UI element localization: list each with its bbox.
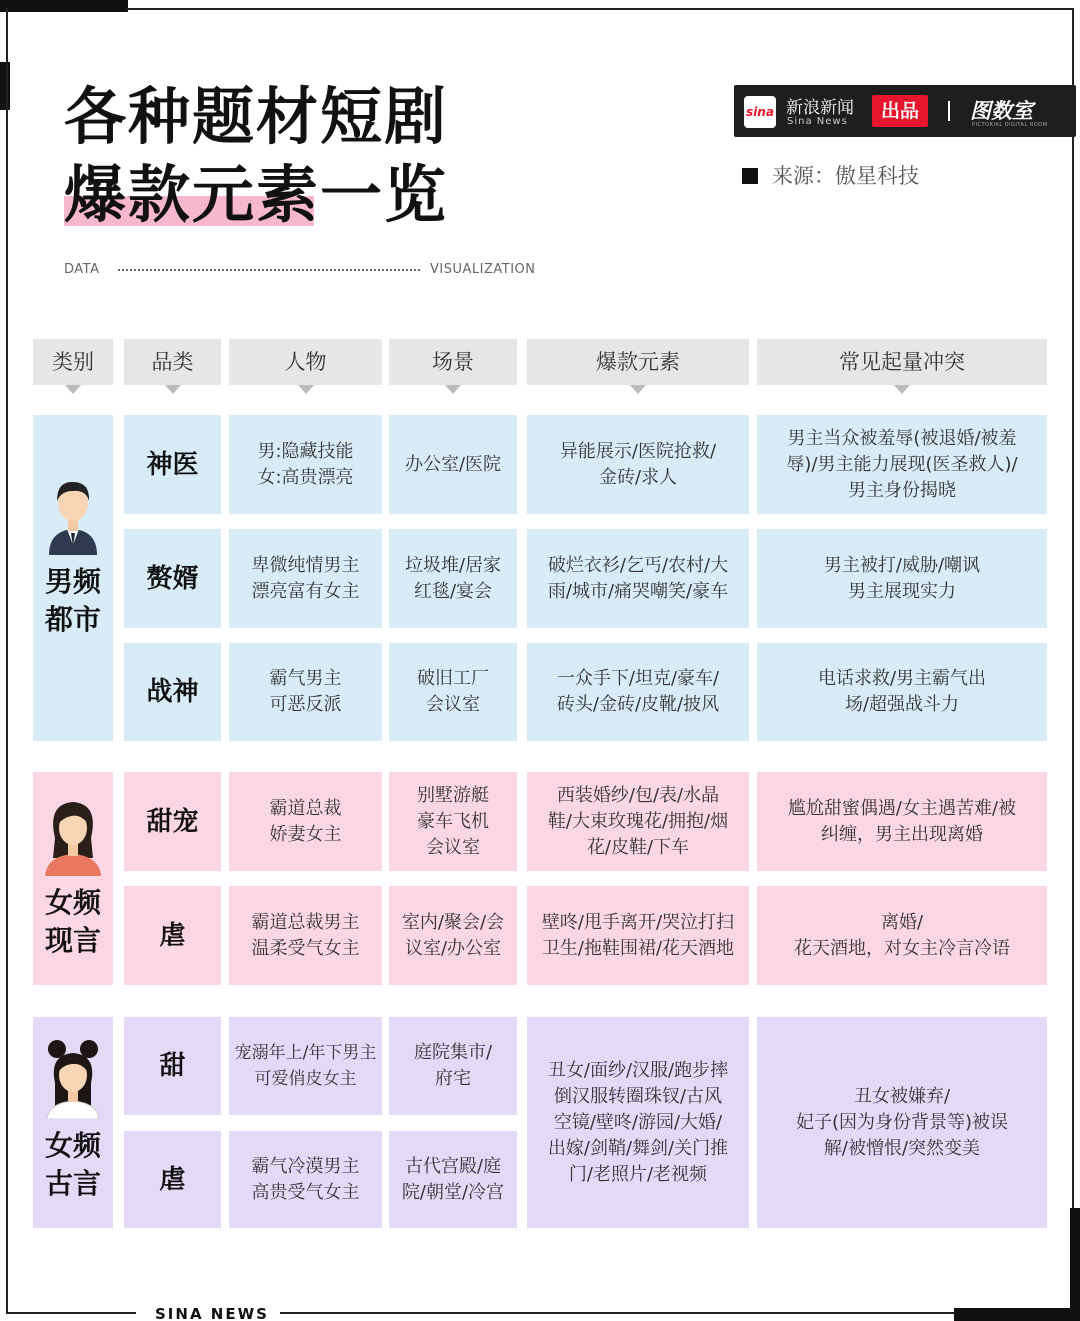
- category-cell-female-modern: [33, 772, 113, 985]
- elements-cell: [527, 415, 749, 514]
- characters-cell: [229, 1131, 382, 1228]
- category-cell-male-urban: [33, 415, 113, 741]
- frame-right-line: [1072, 8, 1074, 1218]
- characters-cell: [229, 643, 382, 741]
- type-cell: [124, 1017, 221, 1115]
- scene-cell: [389, 1131, 517, 1228]
- type-label: 甜宠: [146, 806, 199, 837]
- scene-cell: [389, 415, 517, 514]
- scene-cell: [389, 772, 517, 871]
- dotted-divider: [118, 269, 420, 271]
- page-title: [64, 78, 448, 234]
- male-avatar-icon: [41, 473, 105, 555]
- conflict-cell: [757, 1017, 1047, 1228]
- elements-cell: [527, 529, 749, 628]
- type-label: 神医: [146, 449, 199, 480]
- scene-text: 古代宫殿/庭 院/朝堂/冷宫: [401, 1155, 505, 1203]
- type-label: 战神: [146, 677, 199, 707]
- characters-cell: [229, 415, 382, 514]
- pictorial-logo-icon: 图数室: [970, 99, 1033, 123]
- elements-text: 丑女/面纱/汉服/跑步摔 倒汉服转圈珠钗/古风 空镜/壁咚/游园/大婚/ 出嫁/剑鞘/舞剑/关门推 门/老照片/老视频: [547, 1059, 729, 1185]
- type-cell: [124, 1131, 221, 1228]
- conflict-text: 尴尬甜蜜偶遇/女主遇苦难/被 纠缠，男主出现离婚: [787, 797, 1017, 845]
- characters-cell: [229, 886, 382, 985]
- title-line-1: 各种题材短剧: [64, 80, 449, 153]
- frame-corner-left-bar: [0, 62, 10, 110]
- conflict-text: 离婚/ 花天酒地，对女主冷言冷语: [794, 911, 1010, 959]
- scene-cell: [389, 886, 517, 985]
- source-line: [742, 160, 919, 190]
- type-cell: [124, 886, 221, 985]
- type-label: 甜: [159, 1051, 186, 1081]
- elements-text: 破烂衣衫/乞丐/农村/大 雨/城市/痛哭嘲笑/豪车: [547, 554, 729, 602]
- ancient-female-avatar-icon: [41, 1037, 105, 1119]
- characters-text: 霸道总裁 娇妻女主: [269, 797, 342, 845]
- characters-text: 卑微纯情男主 漂亮富有女主: [251, 554, 360, 602]
- scene-cell: [389, 1017, 517, 1115]
- conflict-text: 丑女被嫌弃/ 妃子(因为身份背景等)被误 解/被憎恨/突然变美: [795, 1085, 1009, 1159]
- conflict-text: 电话求救/男主霸气出 场/超强战斗力: [817, 668, 987, 715]
- frame-corner-top-left: [0, 0, 128, 12]
- pictorial-logo-subtitle: PICTORIAL DIGITAL ROOM: [972, 122, 1048, 128]
- category-label: 男频 都市: [44, 565, 101, 636]
- category-label: 女频 古言: [44, 1129, 101, 1200]
- brand-separator: [948, 101, 950, 121]
- elements-cell: [527, 643, 749, 741]
- brand-name: 新浪新闻: [786, 98, 854, 118]
- category-label: 女频 现言: [44, 886, 101, 957]
- frame-corner-right-bar: [1070, 1208, 1080, 1321]
- type-cell: [124, 415, 221, 514]
- scene-text: 办公室/医院: [404, 453, 502, 475]
- title-line-2: 爆款元素一览: [64, 158, 449, 231]
- type-label: 赘婿: [146, 563, 199, 594]
- type-cell: [124, 529, 221, 628]
- elements-cell: [527, 772, 749, 871]
- conflict-cell: [757, 529, 1047, 628]
- characters-cell: [229, 529, 382, 628]
- characters-text: 男:隐藏技能 女:高贵漂亮: [257, 440, 354, 488]
- scene-text: 垃圾堆/居家 红毯/宴会: [404, 554, 502, 602]
- scene-text: 破旧工厂 会议室: [417, 668, 489, 715]
- conflict-cell: [757, 772, 1047, 871]
- conflict-cell: [757, 415, 1047, 514]
- sina-logo-icon: sina: [744, 96, 776, 128]
- type-label: 虐: [159, 920, 186, 951]
- frame-corner-bottom-right: [954, 1308, 1080, 1321]
- scene-text: 别墅游艇 豪车飞机 会议室: [417, 784, 489, 858]
- header-type: 品类: [124, 339, 221, 385]
- elements-text: 西装婚纱/包/表/水晶 鞋/大束玫瑰花/拥抱/烟 花/皮鞋/下车: [547, 784, 729, 858]
- female-avatar-icon: [41, 794, 105, 876]
- brand-subtitle: Sina News: [787, 116, 848, 127]
- type-label: 虐: [159, 1164, 186, 1195]
- conflict-text: 男主被打/威胁/嘲讽 男主展现实力: [823, 554, 981, 602]
- source-text: 来源：傲星科技: [772, 164, 919, 188]
- scene-cell: [389, 643, 517, 741]
- brand-tag: 出品: [872, 95, 928, 127]
- conflict-text: 男主当众被羞辱(被退婚/被羞 辱)/男主能力展现(医圣救人)/ 男主身份揭晓: [786, 427, 1018, 501]
- characters-cell: [229, 772, 382, 871]
- header-scene: 场景: [389, 339, 517, 385]
- frame-bottom-line-right: [280, 1312, 956, 1314]
- visualization-label: VISUALIZATION: [430, 262, 536, 277]
- frame-bottom-line-left: [6, 1312, 136, 1314]
- conflict-cell: [757, 643, 1047, 741]
- elements-text: 异能展示/医院抢救/ 金砖/求人: [559, 440, 717, 488]
- scene-cell: [389, 529, 517, 628]
- brand-banner: [734, 85, 1076, 137]
- type-cell: [124, 643, 221, 741]
- characters-text: 宠溺年上/年下男主 可爱俏皮女主: [234, 1043, 377, 1089]
- elements-text: 一众手下/坦克/豪车/ 砖头/金砖/皮靴/披风: [556, 668, 720, 715]
- characters-text: 霸气冷漠男主 高贵受气女主: [251, 1155, 360, 1203]
- header-conflict: 常见起量冲突: [757, 339, 1047, 385]
- header-category: 类别: [33, 339, 113, 385]
- frame-left-line: [6, 8, 8, 1314]
- data-label: DATA: [64, 262, 100, 277]
- source-square-icon: [742, 168, 758, 184]
- conflict-cell: [757, 886, 1047, 985]
- elements-cell: [527, 886, 749, 985]
- characters-text: 霸气男主 可恶反派: [269, 668, 342, 715]
- scene-text: 庭院集市/ 府宅: [413, 1042, 493, 1089]
- scene-text: 室内/聚会/会 议室/办公室: [401, 911, 505, 959]
- elements-cell: [527, 1017, 749, 1228]
- type-cell: [124, 772, 221, 871]
- elements-text: 壁咚/甩手离开/哭泣打扫 卫生/拖鞋围裙/花天酒地: [541, 911, 735, 959]
- characters-text: 霸道总裁男主 温柔受气女主: [251, 911, 360, 959]
- footer-brand: SINA NEWS: [155, 1305, 269, 1321]
- header-elements: 爆款元素: [527, 339, 749, 385]
- characters-cell: [229, 1017, 382, 1115]
- frame-top-line: [126, 8, 1074, 10]
- header-characters: 人物: [229, 339, 382, 385]
- category-cell-female-ancient: [33, 1017, 113, 1228]
